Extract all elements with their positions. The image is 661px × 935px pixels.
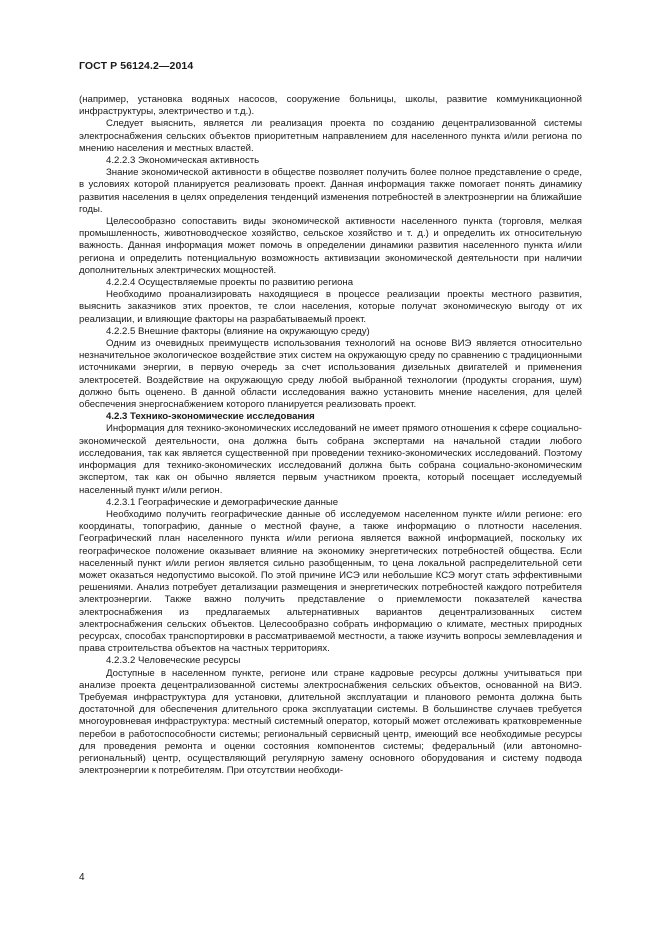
section-heading-4-2-3: 4.2.3 Технико-экономические исследования (106, 411, 315, 423)
paragraph: Доступные в населенном пункте, регионе или стране кадровые ресурсы должны учитываться при анализе проекта децентрализованной системы электроснабжения сельских объектов, основанной на ВИЭ. Требуемая инфраструктура для установки, длительной эксплуатации и планового ремонта должна быть достаточной для обеспечения длительного срока эксплуатации системы. В большинстве случаев требуется многоуровневая инфраструктура: местный системный оператор, который может отслеживать кратковременные перебои в работоспособности системы; региональный сервисный центр, имеющий все необходимые ресурсы для проведения ремонта и оценки состояния компонентов системы; федеральный (или автономно-региональный) центр, осуществляющий регулярную замену основного оборудования и систему подвода электроэнергии к потребителям. При отсутствии необходи- (79, 667, 582, 777)
section-heading-4-2-3-1: 4.2.3.1 Географические и демографические данные (106, 496, 339, 508)
document-body (79, 94, 582, 777)
section-heading-4-2-2-5: 4.2.2.5 Внешние факторы (влияние на окружающую среду) (106, 325, 370, 337)
page-number: 4 (79, 872, 85, 883)
paragraph: Необходимо получить географические данные об исследуемом населенном пункте и/или регионе: его координаты, топографию, данные о местной фауне, а также информацию о плотности населения. Географический план населенного пункта и/или региона является важной информацией, поскольку их географическое положение оказывает влияние на экономику энергетических потребностей общества. Если населенный пункт и/или регион является сильно разобщенным, то цена локальной распределительной сети может оказаться недопустимо высокой. По этой причине ИСЭ или небольшие КСЭ могут стать эффективными решениями. Анализ потребует детализации размещения и энергетических потребностей каждого потребителя электроэнергии. Также важно получить представление о приемлемости показателей качества электроснабжения из предлагаемых альтернативных вариантов децентрализованных систем электроснабжения сельских объектов. Целесообразно собрать информацию о климате, местных природных ресурсах, способах транспортировки в рассматриваемой местности, а также изучить вопросы землевладения и права строительства объектов на частных территориях. (79, 508, 582, 655)
paragraph: Следует выяснить, является ли реализация проекта по созданию децентрализованной системы электроснабжения сельских объектов приоритетным направлением для населенного пункта и/или региона по мнению населения и местных властей. (79, 118, 582, 154)
paragraph: Знание экономической активности в обществе позволяет получить более полное представление о среде, в условиях которой планируется реализовать проект. Данная информация также помогает понять динамику развития населения в целях определения тенденций изменения потребностей в электроэнергии на ближайшие годы. (79, 167, 582, 215)
paragraph: Необходимо проанализировать находящиеся в процессе реализации проекты местного развития, выяснить заказчиков этих проектов, те слои населения, которые получат экономическую выгоду от их реализации, и влияющие факторы на разрабатываемый проект. (79, 289, 582, 325)
section-heading-4-2-2-3: 4.2.2.3 Экономическая активность (106, 155, 260, 167)
section-heading-4-2-2-4: 4.2.2.4 Осуществляемые проекты по развитию региона (106, 277, 354, 289)
section-heading-4-2-3-2: 4.2.3.2 Человеческие ресурсы (106, 655, 241, 667)
paragraph: Информация для технико-экономических исследований не имеет прямого отношения к сфере социально-экономической деятельности, она должна быть собрана экспертами на начальной стадии любого исследования, так как является существенной при проведении технико-экономических исследований. Поэтому информация для технико-экономических исследований должна быть собрана социально-экономическим экспертом, так как он обычно является первым участником проекта, который посещает исследуемый населенный пункт и/или регион. (79, 423, 582, 496)
paragraph: Целесообразно сопоставить виды экономической активности населенного пункта (торговля, мелкая промышленность, животноводческое хозяйство, сельское хозяйство и т. д.) и определить их относительную важность. Данная информация может помочь в определении динамики развития населенного пункта и/или региона и определить потенциальную возможность активизации экономической деятельности при наличии дополнительных электрических мощностей. (79, 216, 582, 276)
paragraph: Одним из очевидных преимуществ использования технологий на основе ВИЭ является относительно незначительное экологическое воздействие этих систем на окружающую среду по сравнению с традиционными источниками энергии, в первую очередь за счет использования дизельных двигателей и применения электросетей. Воздействие на окружающую среду любой выбранной технологии (продукты сгорания, шум) должно быть оценено. В данной области исследования важно установить мнение населения, для целей обеспечения энергоснабжением которого планируется реализовать проект. (79, 338, 582, 411)
document-code-header: ГОСТ Р 56124.2—2014 (79, 60, 194, 72)
paragraph: (например, установка водяных насосов, сооружение больницы, школы, развитие коммуникационной инфраструктуры, электричество и т.д.). (79, 94, 582, 118)
